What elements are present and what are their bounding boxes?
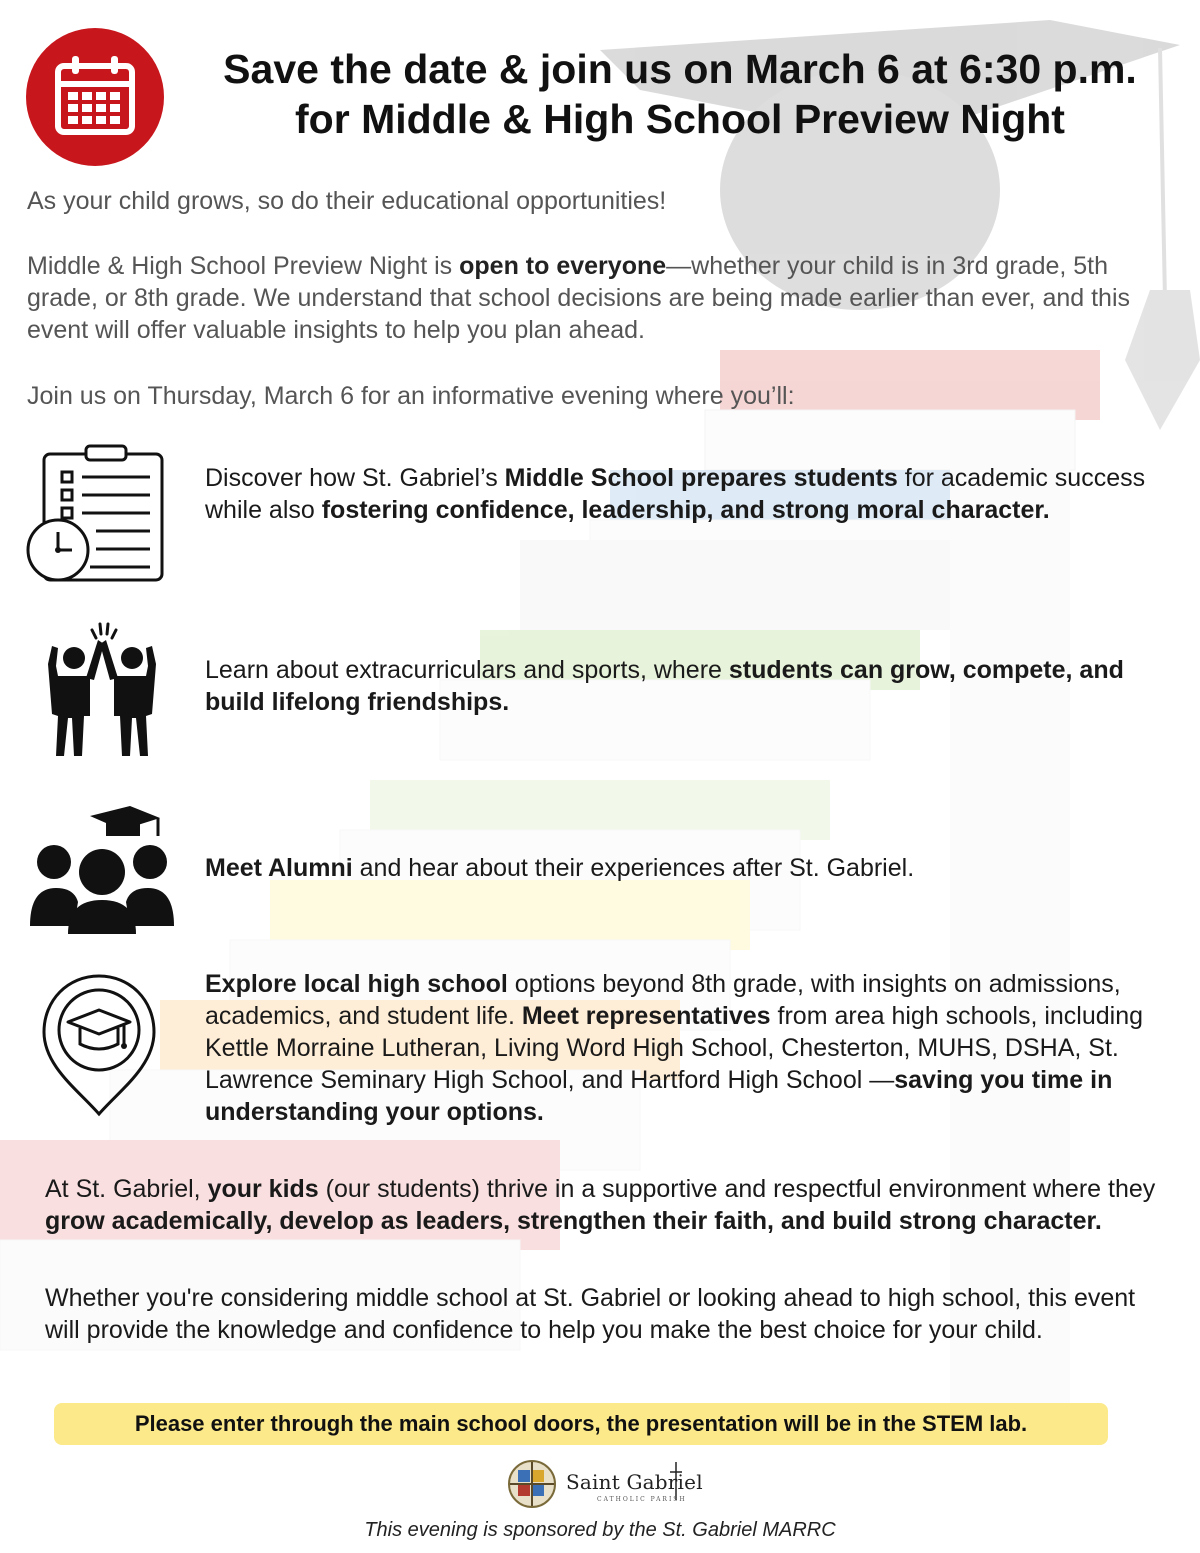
feature-high-schools — [205, 968, 1155, 1128]
feature-text: and hear about their experiences after St. Gabriel. — [352, 854, 915, 882]
logo-subtitle: CATHOLIC PARISH — [597, 1496, 687, 1503]
feature-text: for academic success while also — [205, 464, 1146, 524]
entry-notice: Please enter through the main school doors, the presentation will be in the STEM lab. — [54, 1403, 1108, 1445]
feature-emphasis: saving you time in understanding your options. — [205, 1066, 1113, 1126]
title-line-2: for Middle & High School Preview Night — [295, 96, 1065, 142]
intro-text: —whether your child is in 3rd grade, 5th grade, or 8th grade. We understand that school decisions are being made earlier than ever, and this event will offer valuable insights to help you plan ahead. — [27, 252, 1131, 344]
feature-text: options beyond 8th grade, with insights on admissions, academics, and student life. — [205, 970, 1121, 1030]
closing-emphasis: your kids — [207, 1175, 319, 1203]
feature-emphasis: students can grow, compete, and build lifelong friendships. — [205, 656, 1124, 716]
closing-text: At St. Gabriel, — [45, 1175, 208, 1203]
graduation-location-icon — [38, 972, 160, 1118]
feature-text: from area high schools, including Kettle Morraine Lutheran, Living Word High School, Chesterton, MUHS, DSHA, St. Lawrence Seminary High School, and Hartford High School — — [205, 1002, 1144, 1094]
page-title — [170, 44, 1190, 144]
closing-text: (our students) thrive in a supportive and respectful environment where they — [318, 1175, 1156, 1203]
calendar-icon — [26, 28, 164, 166]
feature-middle-school — [205, 462, 1155, 526]
intro-paragraph-3: Join us on Thursday, March 6 for an informative evening where you’ll: — [27, 382, 795, 410]
feature-text: Learn about extracurriculars and sports, where — [205, 656, 729, 684]
intro-paragraph-2 — [27, 250, 1177, 346]
feature-emphasis: fostering confidence, leadership, and strong moral character. — [321, 496, 1050, 524]
intro-text: Middle & High School Preview Night is — [27, 252, 460, 280]
intro-emphasis: open to everyone — [459, 252, 667, 280]
sponsor-line: This evening is sponsored by the St. Gabriel MARRC — [364, 1519, 836, 1541]
feature-emphasis: Meet Alumni — [205, 854, 353, 882]
feature-extracurriculars — [205, 654, 1155, 718]
high-five-icon — [36, 620, 168, 760]
checklist-clock-icon — [24, 444, 168, 584]
title-line-1: Save the date & join us on March 6 at 6:30 p.m. — [223, 46, 1137, 92]
closing-emphasis: grow academically, develop as leaders, strengthen their faith, and build strong character. — [45, 1207, 1102, 1235]
feature-text: Discover how St. Gabriel’s — [205, 464, 505, 492]
alumni-group-icon — [30, 806, 180, 934]
feature-emphasis: Explore local high school — [205, 970, 508, 998]
calendar-badge — [26, 28, 164, 166]
feature-alumni — [205, 852, 1155, 884]
logo-name: Saint Gabriel — [566, 1470, 703, 1494]
feature-emphasis: Meet representatives — [521, 1002, 771, 1030]
feature-emphasis: Middle School prepares students — [504, 464, 898, 492]
closing-paragraph-1 — [45, 1173, 1165, 1237]
closing-paragraph-2: Whether you're considering middle school at St. Gabriel or looking ahead to high school, this event will provide the knowledge and confidence to help you make the best choice for your child. — [45, 1284, 1136, 1344]
intro-paragraph-1: As your child grows, so do their educational opportunities! — [27, 187, 667, 215]
